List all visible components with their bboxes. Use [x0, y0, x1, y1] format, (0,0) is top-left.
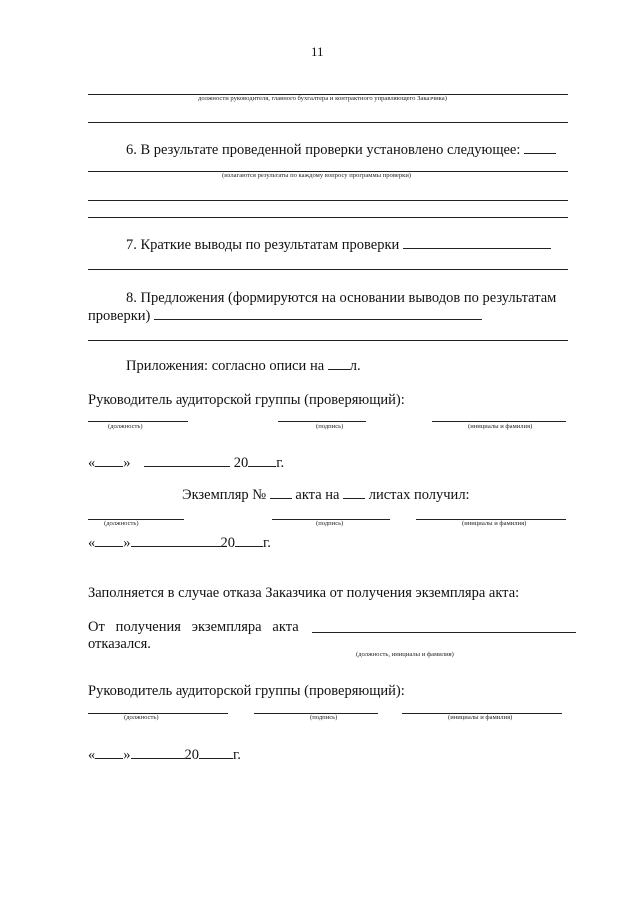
refusal-line2: отказался.: [88, 636, 151, 652]
fill-blank: [131, 535, 221, 547]
copy-received-line: [182, 487, 470, 504]
section-7-text: 7. Краткие выводы по результатам проверки: [126, 237, 400, 253]
date-close-quote: »: [123, 535, 131, 551]
fill-blank: [248, 455, 276, 467]
position-caption: (должность): [124, 714, 159, 721]
section-6-heading: [126, 142, 556, 159]
date-open-quote: «: [88, 747, 96, 763]
refusal-line1: [88, 619, 299, 636]
year-prefix: 20: [220, 535, 235, 551]
attachments-text: Приложения: согласно описи на: [126, 358, 325, 374]
fill-blank: [95, 455, 123, 467]
year-prefix: 20: [233, 455, 249, 471]
date-line: [88, 535, 271, 552]
page-number: 11: [311, 44, 324, 59]
fill-blank: [154, 308, 482, 320]
fill-line: [88, 217, 568, 218]
date-close-quote: »: [123, 747, 131, 763]
fill-line: [88, 421, 188, 422]
fill-line: [88, 122, 568, 123]
section-7-heading: [126, 237, 551, 254]
date-open-quote: «: [88, 535, 96, 551]
year-suffix: г.: [263, 535, 271, 551]
fill-blank: [524, 142, 556, 154]
date-line: [88, 747, 241, 764]
fill-line: [432, 421, 566, 422]
field-caption: (излагаются результаты по каждому вопросу программы проверки): [222, 172, 412, 179]
fill-blank: [95, 535, 123, 547]
year-suffix: г.: [233, 747, 241, 763]
refusal-intro: Заполняется в случае отказа Заказчика от получения экземпляра акта:: [88, 585, 520, 601]
copy-text: Экземпляр №: [182, 487, 267, 503]
fill-blank: [235, 535, 263, 547]
refusal-text: От получения экземпляра акта: [88, 619, 299, 635]
section-8-line2: [88, 308, 482, 325]
position-caption: (должность): [108, 423, 143, 430]
year-suffix: г.: [276, 455, 285, 471]
position-caption: (должность): [104, 520, 139, 527]
section-8-text: проверки): [88, 308, 151, 324]
fill-line: [278, 421, 366, 422]
fill-blank: [199, 747, 233, 759]
signature-caption: (подпись): [310, 714, 338, 721]
field-caption: (должность, инициалы и фамилия): [356, 651, 454, 658]
year-prefix: 20: [184, 747, 199, 763]
name-caption: (инициалы и фамилия): [462, 520, 527, 527]
name-caption: (инициалы и фамилия): [468, 423, 533, 430]
signature-title: Руководитель аудиторской группы (проверяющий):: [88, 683, 405, 699]
signature-title: Руководитель аудиторской группы (проверяющий):: [88, 392, 405, 408]
fill-line: [312, 632, 576, 633]
attachments-line: [126, 358, 361, 375]
fill-blank: [328, 358, 350, 370]
copy-text: акта на: [295, 487, 340, 503]
fill-line: [88, 269, 568, 270]
date-open-quote: «: [88, 455, 96, 471]
name-caption: (инициалы и фамилия): [448, 714, 513, 721]
attachments-suffix: л.: [349, 358, 361, 374]
fill-line: [88, 340, 568, 341]
copy-text: листах получил:: [368, 487, 470, 503]
fill-blank: [131, 747, 185, 759]
fill-blank: [403, 237, 551, 249]
fill-blank: [95, 747, 123, 759]
section-6-text: 6. В результате проведенной проверки установлено следующее:: [126, 142, 521, 158]
fill-blank: [343, 487, 365, 499]
fill-blank: [270, 487, 292, 499]
signature-caption: (подпись): [316, 520, 344, 527]
date-line: [88, 455, 284, 472]
fill-blank: [144, 455, 230, 467]
date-close-quote: »: [123, 455, 131, 471]
field-caption: должности руководителя, главного бухгалтера и контрактного управляющего Заказчика): [198, 95, 447, 102]
signature-caption: (подпись): [316, 423, 344, 430]
fill-line: [88, 200, 568, 201]
section-8-line1: 8. Предложения (формируются на основании выводов по результатам: [126, 290, 557, 306]
